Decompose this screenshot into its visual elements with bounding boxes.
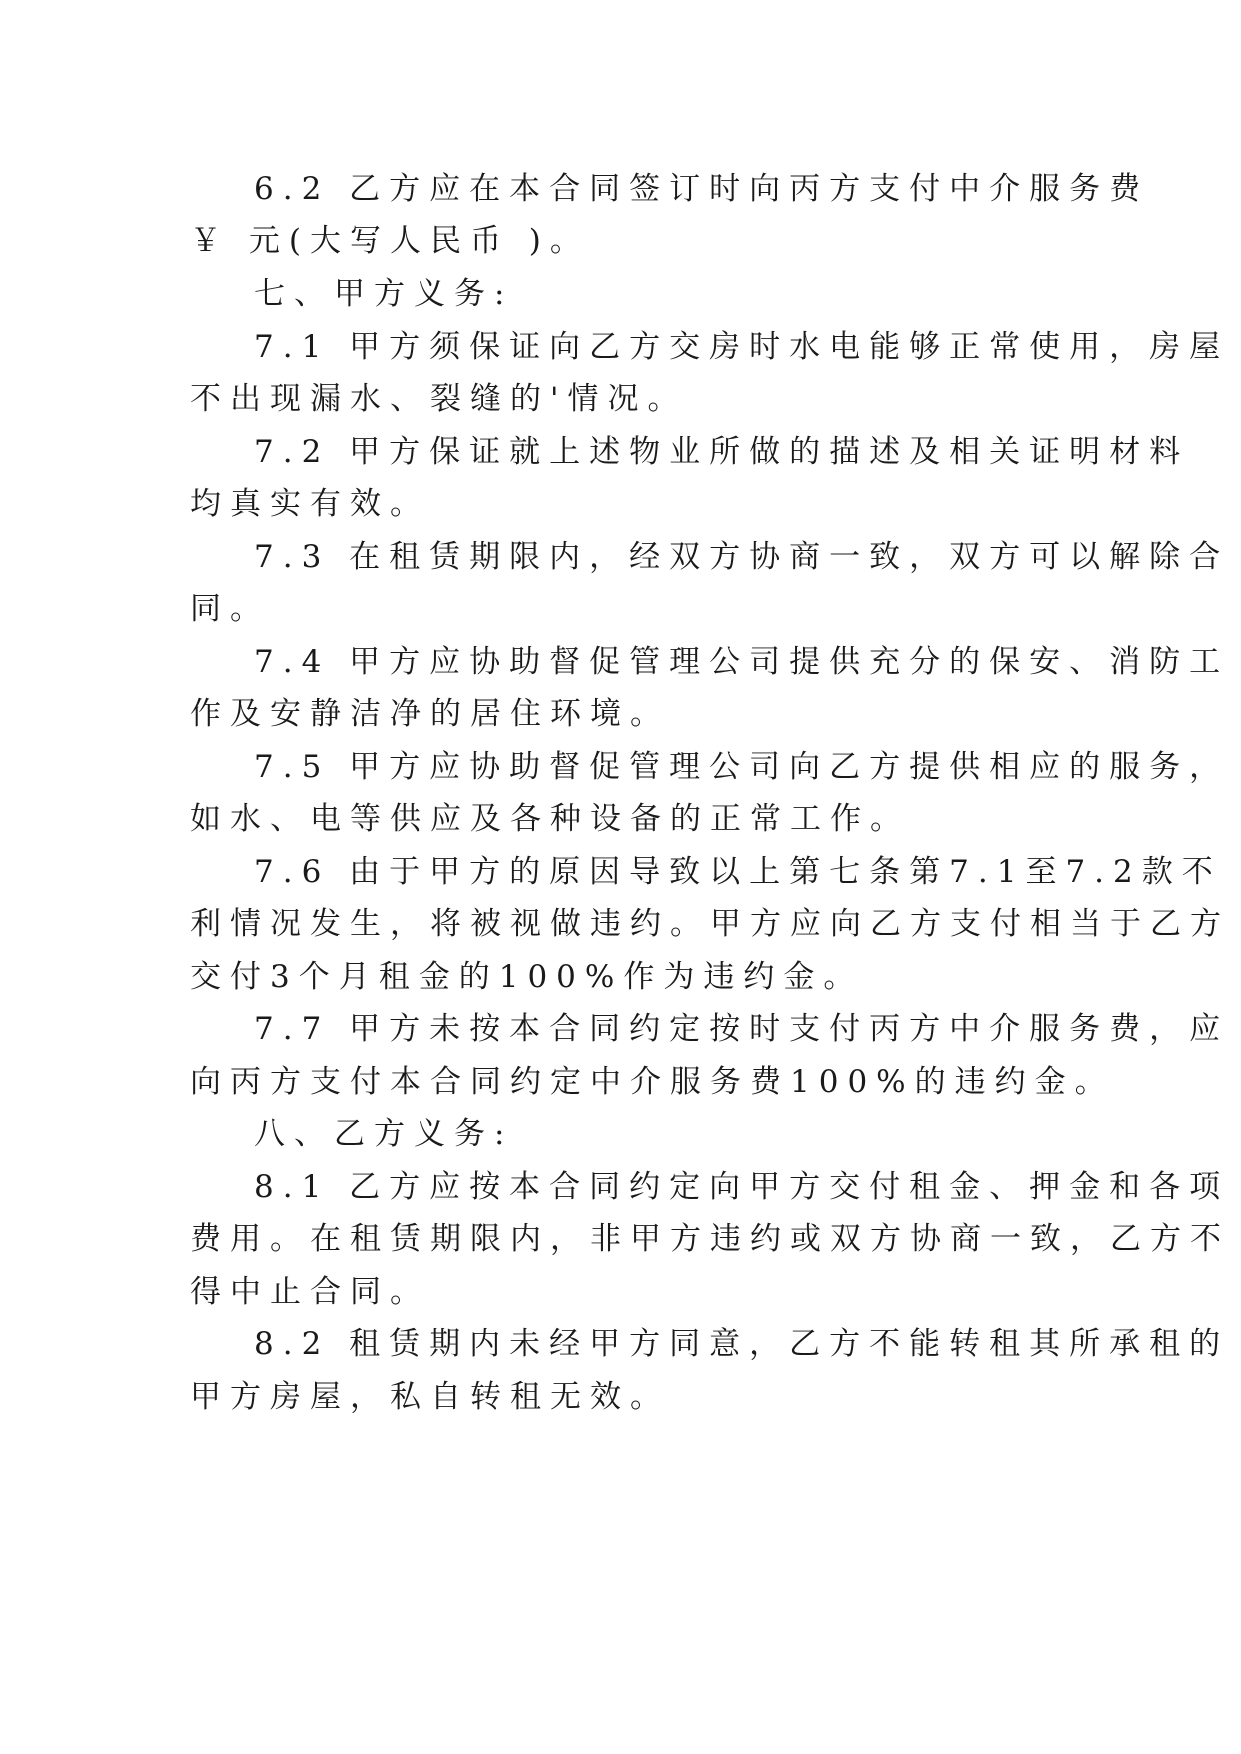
clause-8-2-line-1: 8.2 租赁期内未经甲方同意，乙方不能转租其所承租的: [254, 1326, 1230, 1362]
clause-7-6-line-3: 交付3个月租金的100%作为违约金。: [190, 959, 864, 995]
clause-7-1-line-1: 7.1 甲方须保证向乙方交房时水电能够正常使用，房屋: [254, 329, 1230, 365]
clause-7-6-line-2: 利情况发生，将被视做违约。甲方应向乙方支付相当于乙方: [190, 906, 1230, 942]
clause-7-6-line-1: 7.6 由于甲方的原因导致以上第七条第7.1至7.2款不: [254, 854, 1222, 890]
section-heading-party-b-obligations: 八、乙方义务:: [254, 1116, 514, 1152]
clause-8-1-line-3: 得中止合同。: [190, 1274, 430, 1310]
clause-7-2-line-2: 均真实有效。: [190, 486, 430, 522]
clause-7-5-line-1: 7.5 甲方应协助督促管理公司向乙方提供相应的服务，: [254, 749, 1230, 785]
clause-7-3-line-2: 同。: [190, 591, 270, 627]
clause-7-4-line-1: 7.4 甲方应协助督促管理公司提供充分的保安、消防工: [254, 644, 1230, 680]
clause-7-7-line-1: 7.7 甲方未按本合同约定按时支付丙方中介服务费，应: [254, 1011, 1230, 1047]
clause-6-2-line-2: ￥ 元(大写人民币 )。: [190, 223, 590, 259]
clause-6-2-line-1: 6.2 乙方应在本合同签订时向丙方支付中介服务费: [254, 171, 1150, 207]
clause-7-2-line-1: 7.2 甲方保证就上述物业所做的描述及相关证明材料: [254, 434, 1190, 470]
clause-7-1-line-2: 不出现漏水、裂缝的'情况。: [190, 381, 688, 417]
section-heading-party-a-obligations: 七、甲方义务:: [254, 276, 514, 312]
clause-8-2-line-2: 甲方房屋，私自转租无效。: [190, 1379, 670, 1415]
clause-7-4-line-2: 作及安静洁净的居住环境。: [190, 696, 670, 732]
clause-8-1-line-2: 费用。在租赁期限内，非甲方违约或双方协商一致，乙方不: [190, 1221, 1230, 1257]
clause-7-7-line-2: 向丙方支付本合同约定中介服务费100%的违约金。: [190, 1064, 1115, 1100]
clause-7-5-line-2: 如水、电等供应及各种设备的正常工作。: [190, 801, 910, 837]
clause-8-1-line-1: 8.1 乙方应按本合同约定向甲方交付租金、押金和各项: [254, 1169, 1230, 1205]
clause-7-3-line-1: 7.3 在租赁期限内，经双方协商一致，双方可以解除合: [254, 539, 1230, 575]
